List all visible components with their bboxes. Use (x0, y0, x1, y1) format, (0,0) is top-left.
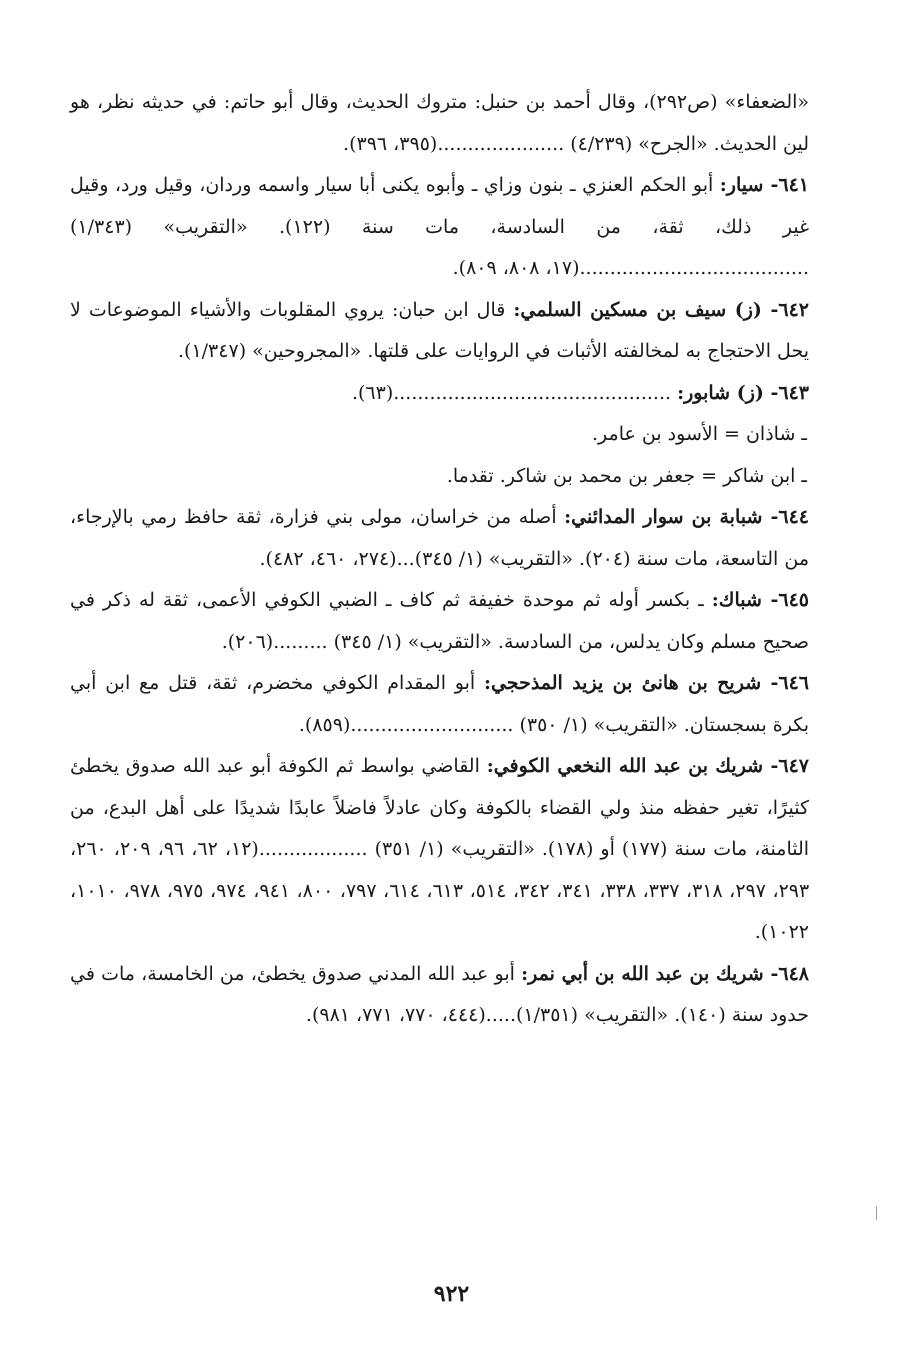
entry-643 (70, 373, 809, 415)
entry-heading: ٦٤٢- (ز) سيف بن مسكين السلمي: (513, 298, 809, 321)
entry-heading: ٦٤٨- شريك بن عبد الله بن أبي نمر: (521, 962, 809, 985)
cross-reference-text: ـ شاذان = الأسود بن عامر. (592, 423, 807, 445)
entry-text: أبو عبد الله المدني صدوق يخطئ، من الخامسة، مات في حدود سنة (١٤٠). «التقريب» (١/٣٥١).....(٤٤٤، ٧٧٠، ٧٧١، ٩٨١). (70, 962, 809, 1026)
cross-reference-2 (70, 456, 809, 498)
entry-648 (70, 954, 809, 1037)
margin-mark (876, 1206, 877, 1220)
entry-641 (70, 165, 809, 290)
cross-reference-text: ـ ابن شاكر = جعفر بن محمد بن شاكر. تقدما. (446, 464, 807, 487)
entry-646 (70, 663, 809, 746)
entry-644 (70, 497, 809, 580)
entry-heading: ٦٤٣- (ز) شابور: (677, 381, 809, 404)
entry-heading: ٦٤٥- شباك: (711, 589, 809, 611)
entry-heading: ٦٤٦- شريح بن هانئ بن يزيد المذحجي: (483, 672, 809, 694)
entry-647 (70, 746, 809, 954)
entry-642 (70, 290, 809, 373)
cross-reference-1 (70, 414, 809, 456)
entry-text: ..............................................(٦٣). (351, 381, 678, 404)
entry-text: «الضعفاء» (ص٢٩٢)، وقال أحمد بن حنبل: متروك الحديث، وقال أبو حاتم: في حديثه نظر، هو لين الحديث. «الجرح» (٤/٢٣٩) .....................(٣٩٥، ٣٩٦). (70, 91, 810, 155)
page-number: ٩٢٢ (433, 1281, 470, 1307)
entry-text: قال ابن حبان: يروي المقلوبات والأشياء الموضوعات لا يحل الاحتجاج به لمخالفته الأثبات في الروايات على قلتها. «المجروحين» (١/٣٤٧). (70, 298, 809, 362)
entry-text: أصله من خراسان، مولى بني فزارة، ثقة حافظ رمي بالإرجاء، من التاسعة، مات سنة (٢٠٤). «التقريب» (١/ ٣٤٥)...(٢٧٤، ٤٦٠، ٤٨٢). (70, 506, 809, 570)
entry-645 (70, 580, 809, 663)
entry-text: أبو المقدام الكوفي مخضرم، ثقة، قتل مع ابن أبي بكرة بسجستان. «التقريب» (١/ ٣٥٠) ...........................(٨٥٩). (70, 672, 809, 736)
entry-text: القاضي بواسط ثم الكوفة أبو عبد الله صدوق يخطئ كثيرًا، تغير حفظه منذ ولي القضاء بالكوفة وكان عادلاً فاضلاً عابدًا شديدًا على أهل البدع، من الثامنة، مات سنة (١٧٧) أو (١٧٨). «التقريب» (١/ ٣٥١) ..................(١٢، ٦٢، ٩٦، ٢٠٩، ٢٦٠، ٢٩٣، ٢٩٧، ٣١٨، ٣٣٧، ٣٣٨، ٣٤١، ٣٤٢، ٥١٤، ٦١٣، ٦١٤، ٧٩٧، ٨٠٠، ٩٤١، ٩٧٤، ٩٧٥، ٩٧٨، ١٠١٠، ١٠٢٢). (70, 755, 810, 943)
page-body (70, 82, 809, 1037)
entry-heading: ٦٤١- سيار: (719, 174, 809, 196)
entry-text: أبو الحكم العنزي ـ بنون وزاي ـ وأبوه يكنى أبا سيار واسمه وردان، وقيل ورد، وقيل غير ذلك، ثقة، من السادسة، مات سنة (١٢٢). «التقريب» (١/٣٤٣) ......................................(١٧، ٨٠٨، ٨٠٩). (70, 174, 809, 279)
entry-heading: ٦٤٤- شبابة بن سوار المدائني: (564, 506, 809, 528)
entry-text: ـ بكسر أوله ثم موحدة خفيفة ثم كاف ـ الضبي الكوفي الأعمى، ثقة له ذكر في صحيح مسلم وكان يدلس، من السادسة. «التقريب» (١/ ٣٤٥) .........(٢٠٦). (70, 589, 809, 653)
entry-continuation (70, 82, 809, 165)
entry-heading: ٦٤٧- شريك بن عبد الله النخعي الكوفي: (486, 755, 809, 777)
